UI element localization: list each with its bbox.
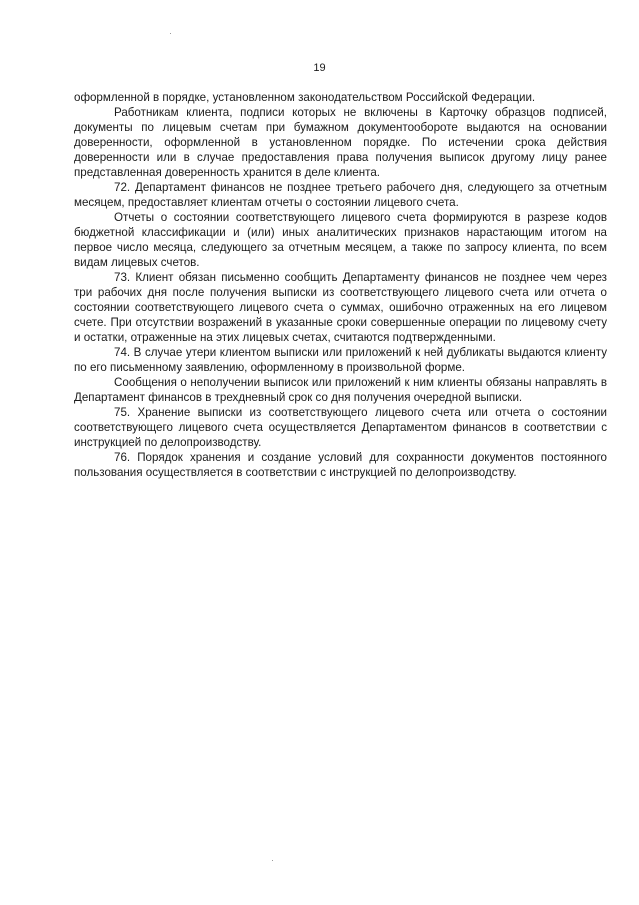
paragraph-clause-73: 73. Клиент обязан письменно сообщить Департаменту финансов не позднее чем через три рабочих дня после получения выписки из соответствующего лицевого счета или отчета о состоянии соответствующего лицевого счета о суммах, ошибочно отраженных на его лицевом счете. При отсутствии возражений в указанные сроки совершенные операции по лицевому счету и остатки, отраженные на этих лицевых счетах, считаются подтвержденными. — [74, 271, 607, 344]
document-body — [74, 90, 607, 480]
paragraph-clause-75: 75. Хранение выписки из соответствующего лицевого счета или отчета о состоянии соответствующего лицевого счета осуществляется Департаментом финансов в соответствии с инструкцией по делопроизводству. — [74, 406, 607, 449]
scan-speck — [170, 33, 171, 34]
paragraph-clause-76: 76. Порядок хранения и создание условий для сохранности документов постоянного пользования осуществляется в соответствии с инструкцией по делопроизводству. — [74, 451, 607, 479]
scan-speck — [272, 860, 273, 861]
paragraph-power-of-attorney: Работникам клиента, подписи которых не включены в Карточку образцов подписей, документы по лицевым счетам при бумажном документообороте выдаются на основании доверенности, оформленной в установленном порядке. По истечении срока действия доверенности или в случае предоставления права получения выписок другому лицу ранее представленная доверенность хранится в деле клиента. — [74, 106, 607, 179]
paragraph-account-reports: Отчеты о состоянии соответствующего лицевого счета формируются в разрезе кодов бюджетной классификации и (или) иных аналитических признаков нарастающим итогом на первое число месяца, следующего за отчетным месяцем, а также по запросу клиента, по всем видам лицевых счетов. — [74, 211, 607, 269]
paragraph-missing-statements: Сообщения о неполучении выписок или приложений к ним клиенты обязаны направлять в Департамент финансов в трехдневный срок со дня получения очередной выписки. — [74, 376, 607, 404]
paragraph-continuation: оформленной в порядке, установленном законодательством Российской Федерации. — [74, 91, 536, 104]
paragraph-clause-72: 72. Департамент финансов не позднее третьего рабочего дня, следующего за отчетным месяцем, предоставляет клиентам отчеты о состоянии лицевого счета. — [74, 181, 607, 209]
page-number: 19 — [313, 62, 326, 74]
paragraph-clause-74: 74. В случае утери клиентом выписки или приложений к ней дубликаты выдаются клиенту по его письменному заявлению, оформленному в произвольной форме. — [74, 346, 607, 374]
